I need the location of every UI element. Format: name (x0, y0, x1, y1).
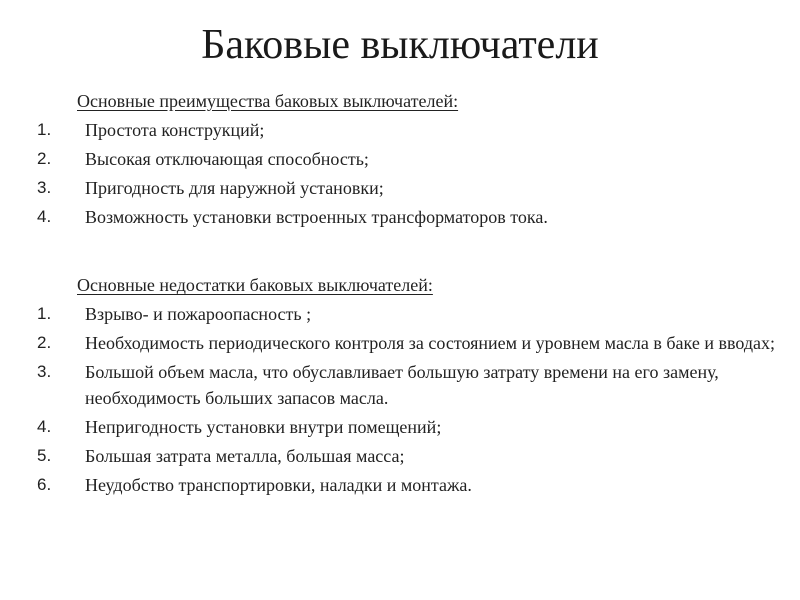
list-item-number: 2. (37, 149, 52, 168)
list-item-number: 3. (37, 178, 52, 197)
disadvantages-heading: Основные недостатки баковых выключателей: (77, 275, 433, 295)
list-item-number: 4. (37, 207, 52, 226)
list-item-number: 6. (37, 475, 52, 494)
list-item-text: Непригодность установки внутри помещений; (85, 417, 442, 437)
list-item-number: 4. (37, 417, 52, 436)
list-item (37, 117, 782, 143)
list-item (37, 443, 782, 469)
list-item (37, 204, 782, 230)
list-item-text: Высокая отключающая способность; (85, 149, 369, 169)
list-item (37, 359, 782, 411)
list-item-number: 3. (37, 362, 52, 381)
list-item (37, 301, 782, 327)
list-item-text: Неудобство транспортировки, наладки и монтажа. (85, 475, 472, 495)
disadvantages-list (37, 301, 782, 498)
list-item-number: 5. (37, 446, 52, 465)
list-item-text: Большой объем масла, что обуславливает большую затрату времени на его замену, необходимость больших запасов масла. (85, 362, 719, 408)
list-item-number: 1. (37, 304, 52, 323)
list-item-text: Простота конструкций; (85, 120, 265, 140)
list-item (37, 472, 782, 498)
advantages-list (37, 117, 782, 230)
slide-title: Баковые выключатели (201, 22, 599, 68)
list-item-number: 1. (37, 120, 52, 139)
list-item-text: Возможность установки встроенных трансформаторов тока. (85, 207, 548, 227)
list-item-number: 2. (37, 333, 52, 352)
advantages-section (37, 88, 782, 230)
list-item-text: Необходимость периодического контроля за состоянием и уровнем масла в баке и вводах; (85, 333, 775, 353)
advantages-heading: Основные преимущества баковых выключателей: (77, 91, 459, 111)
list-item (37, 175, 782, 201)
list-item-text: Взрыво- и пожароопасность ; (85, 304, 312, 324)
list-item (37, 146, 782, 172)
list-item (37, 330, 782, 356)
disadvantages-section (37, 272, 782, 498)
list-item (37, 414, 782, 440)
list-item-text: Пригодность для наружной установки; (85, 178, 384, 198)
list-item-text: Большая затрата металла, большая масса; (85, 446, 405, 466)
